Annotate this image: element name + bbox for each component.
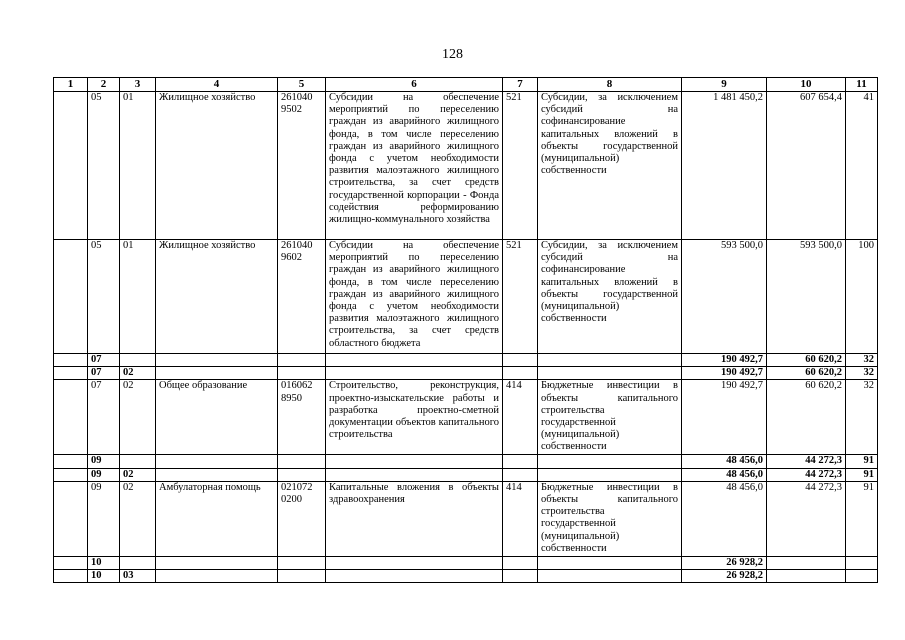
cell-code: 021072 0200	[278, 481, 326, 556]
cell-subsection	[120, 354, 156, 367]
cell-code: 261040 9602	[278, 240, 326, 354]
cell-description	[326, 367, 503, 380]
cell-col1	[54, 367, 88, 380]
cell-actual: 44 272,3	[767, 468, 846, 481]
cell-expense-type: 521	[503, 240, 538, 354]
header-cell: 9	[682, 78, 767, 92]
cell-section: 07	[88, 354, 120, 367]
cell-expense-type	[503, 468, 538, 481]
cell-description: Субсидии на обеспечение мероприятий по переселению граждан из аварийного жилищного фонда, в том числе переселению граждан из аварийного жилищного фонда с учетом необходимости развития малоэтажного жилищного строительства, за счет средств государственной корпорации - Фонда содействия реформированию жилищно-коммунального хозяйства	[326, 92, 503, 240]
cell-subsection: 02	[120, 481, 156, 556]
header-cell: 8	[538, 78, 682, 92]
cell-expense-type	[503, 367, 538, 380]
cell-section: 09	[88, 481, 120, 556]
table-row	[54, 481, 878, 556]
cell-actual: 607 654,4	[767, 92, 846, 240]
cell-subsection: 02	[120, 468, 156, 481]
cell-name	[156, 570, 278, 583]
cell-subsection	[120, 556, 156, 569]
cell-actual: 593 500,0	[767, 240, 846, 354]
cell-code	[278, 354, 326, 367]
total-row	[54, 570, 878, 583]
cell-plan: 190 492,7	[682, 367, 767, 380]
cell-plan: 190 492,7	[682, 354, 767, 367]
cell-col1	[54, 468, 88, 481]
cell-actual: 60 620,2	[767, 367, 846, 380]
cell-col1	[54, 481, 88, 556]
cell-col1	[54, 556, 88, 569]
cell-name: Амбулаторная помощь	[156, 481, 278, 556]
cell-name	[156, 354, 278, 367]
cell-expense-type: 521	[503, 92, 538, 240]
cell-code: 016062 8950	[278, 380, 326, 455]
header-cell: 4	[156, 78, 278, 92]
cell-expense-name: Бюджетные инвестиции в объекты капитального строительства государственной (муниципальной) собственности	[538, 380, 682, 455]
header-cell: 3	[120, 78, 156, 92]
cell-expense-type	[503, 570, 538, 583]
cell-section: 05	[88, 92, 120, 240]
cell-section: 10	[88, 556, 120, 569]
cell-col1	[54, 455, 88, 468]
cell-expense-type	[503, 354, 538, 367]
cell-plan: 48 456,0	[682, 481, 767, 556]
cell-expense-type: 414	[503, 380, 538, 455]
cell-subsection: 01	[120, 240, 156, 354]
header-row	[54, 78, 878, 92]
cell-subsection: 01	[120, 92, 156, 240]
cell-description: Строительство, реконструкция, проектно-изыскательские работы и разработка проектно-сметной документации объектов капитального строительства	[326, 380, 503, 455]
cell-col1	[54, 240, 88, 354]
cell-expense-name	[538, 367, 682, 380]
cell-percent: 41	[846, 92, 878, 240]
cell-plan: 48 456,0	[682, 455, 767, 468]
cell-expense-name	[538, 556, 682, 569]
cell-expense-name	[538, 570, 682, 583]
cell-col1	[54, 354, 88, 367]
cell-subsection: 02	[120, 367, 156, 380]
cell-plan: 48 456,0	[682, 468, 767, 481]
cell-code	[278, 556, 326, 569]
cell-description: Субсидии на обеспечение мероприятий по переселению граждан из аварийного жилищного фонда, в том числе переселению граждан из аварийного жилищного фонда с учетом необходимости развития малоэтажного жилищного строительства, за счет средств областного бюджета	[326, 240, 503, 354]
cell-name	[156, 367, 278, 380]
cell-expense-name: Субсидии, за исключением субсидий на софинансирование капитальных вложений в объекты государственной (муниципальной) собственности	[538, 92, 682, 240]
cell-percent: 91	[846, 468, 878, 481]
cell-code	[278, 570, 326, 583]
cell-expense-type	[503, 556, 538, 569]
header-cell: 6	[326, 78, 503, 92]
cell-description	[326, 455, 503, 468]
cell-plan: 26 928,2	[682, 570, 767, 583]
total-row	[54, 556, 878, 569]
cell-expense-name: Субсидии, за исключением субсидий на софинансирование капитальных вложений в объекты государственной (муниципальной) собственности	[538, 240, 682, 354]
cell-name	[156, 468, 278, 481]
cell-percent: 32	[846, 367, 878, 380]
cell-description	[326, 570, 503, 583]
cell-actual	[767, 570, 846, 583]
cell-description: Капитальные вложения в объекты здравоохранения	[326, 481, 503, 556]
cell-expense-type: 414	[503, 481, 538, 556]
cell-description	[326, 556, 503, 569]
cell-description	[326, 468, 503, 481]
cell-section: 07	[88, 367, 120, 380]
cell-expense-type	[503, 455, 538, 468]
cell-percent: 32	[846, 380, 878, 455]
cell-description	[326, 354, 503, 367]
cell-code	[278, 367, 326, 380]
cell-actual: 60 620,2	[767, 380, 846, 455]
header-cell: 11	[846, 78, 878, 92]
cell-percent	[846, 556, 878, 569]
cell-name	[156, 455, 278, 468]
cell-expense-name: Бюджетные инвестиции в объекты капитального строительства государственной (муниципальной) собственности	[538, 481, 682, 556]
cell-percent: 91	[846, 455, 878, 468]
cell-subsection: 03	[120, 570, 156, 583]
cell-percent: 91	[846, 481, 878, 556]
cell-actual	[767, 556, 846, 569]
cell-section: 09	[88, 455, 120, 468]
cell-col1	[54, 380, 88, 455]
cell-code	[278, 455, 326, 468]
cell-expense-name	[538, 468, 682, 481]
cell-col1	[54, 92, 88, 240]
cell-name: Жилищное хозяйство	[156, 92, 278, 240]
cell-actual: 44 272,3	[767, 481, 846, 556]
cell-section: 05	[88, 240, 120, 354]
cell-plan: 593 500,0	[682, 240, 767, 354]
table-row	[54, 380, 878, 455]
header-cell: 1	[54, 78, 88, 92]
cell-subsection	[120, 455, 156, 468]
table-row	[54, 240, 878, 354]
total-row	[54, 354, 878, 367]
header-cell: 2	[88, 78, 120, 92]
cell-code	[278, 468, 326, 481]
total-row	[54, 367, 878, 380]
cell-plan: 190 492,7	[682, 380, 767, 455]
table-row	[54, 92, 878, 240]
header-cell: 10	[767, 78, 846, 92]
header-cell: 5	[278, 78, 326, 92]
cell-name	[156, 556, 278, 569]
cell-actual: 60 620,2	[767, 354, 846, 367]
cell-name: Общее образование	[156, 380, 278, 455]
cell-percent: 32	[846, 354, 878, 367]
cell-code: 261040 9502	[278, 92, 326, 240]
cell-plan: 26 928,2	[682, 556, 767, 569]
cell-section: 07	[88, 380, 120, 455]
header-cell: 7	[503, 78, 538, 92]
page-number: 128	[442, 47, 463, 62]
cell-percent	[846, 570, 878, 583]
cell-expense-name	[538, 455, 682, 468]
cell-percent: 100	[846, 240, 878, 354]
cell-actual: 44 272,3	[767, 455, 846, 468]
cell-expense-name	[538, 354, 682, 367]
budget-table	[53, 77, 878, 583]
cell-section: 09	[88, 468, 120, 481]
cell-col1	[54, 570, 88, 583]
cell-name: Жилищное хозяйство	[156, 240, 278, 354]
total-row	[54, 468, 878, 481]
cell-section: 10	[88, 570, 120, 583]
total-row	[54, 455, 878, 468]
cell-subsection: 02	[120, 380, 156, 455]
cell-plan: 1 481 450,2	[682, 92, 767, 240]
